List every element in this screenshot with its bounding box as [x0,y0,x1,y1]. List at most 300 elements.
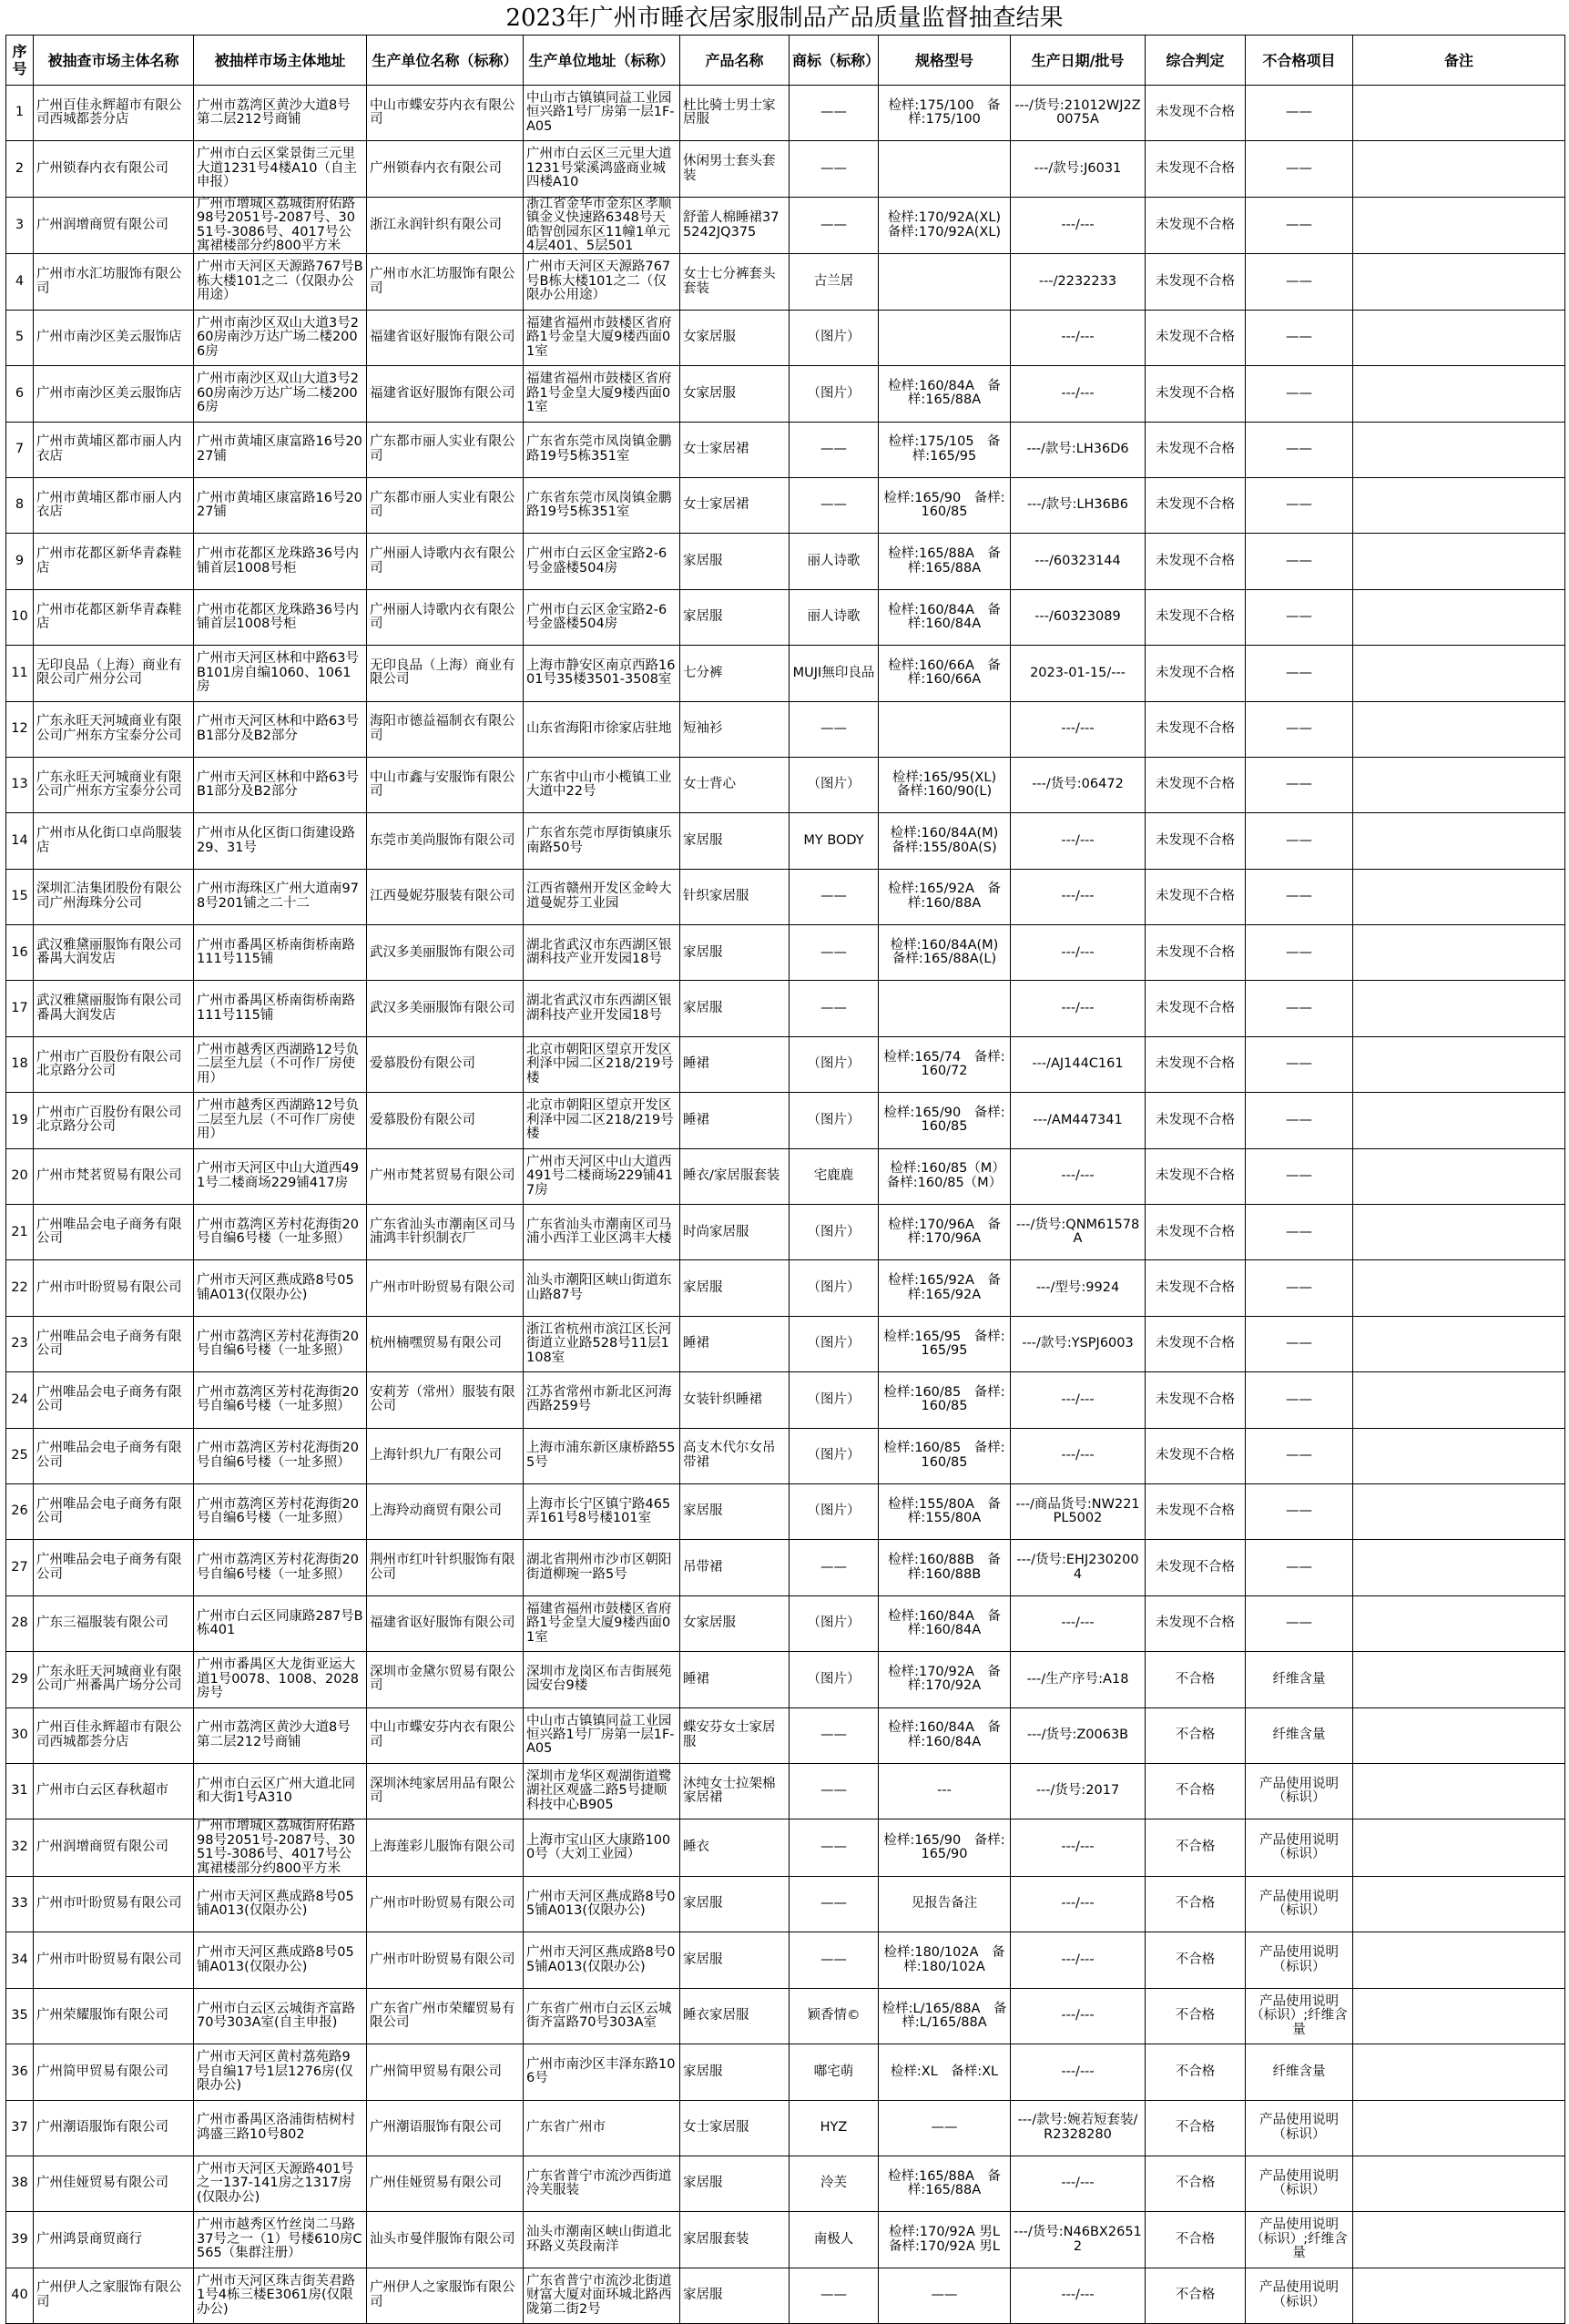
cell-inspected-entity: 广东三福服装有限公司 [34,1595,194,1651]
cell-sampled-address: 广州市白云区棠景街三元里大道1231号4楼A10（自主申报） [194,141,367,197]
cell-remarks [1353,925,1565,981]
cell-remarks [1353,197,1565,254]
cell-manufacturer: 无印良品（上海）商业有限公司 [367,646,524,701]
cell-product-name: 睡裙 [680,1093,790,1148]
table-row [6,2100,1565,2156]
cell-inspected-entity: 广州市广百股份有限公司北京路分公司 [34,1036,194,1092]
cell-manufacturer-address: 广州市白云区金宝路2-6号金盛楼504房 [524,589,680,645]
cell-production-batch: ---/货号:06472 [1011,757,1146,812]
cell-manufacturer-address: 广州市天河区中山大道西491号二楼商场229铺417房 [524,1148,680,1204]
cell-production-batch: ---/货号:EHJ2302004 [1011,1540,1146,1595]
cell-row-number: 7 [6,422,34,477]
cell-product-name: 女士背心 [680,757,790,812]
cell-manufacturer-address: 广州市白云区金宝路2-6号金盛楼504房 [524,534,680,589]
cell-trademark: 颖香情© [790,1988,879,2044]
cell-remarks [1353,869,1565,924]
cell-production-batch: ---/--- [1011,981,1146,1036]
cell-product-name: 家居服 [680,1876,790,1932]
cell-row-number: 19 [6,1093,34,1148]
cell-trademark: （图片） [790,1484,879,1540]
cell-trademark: —— [790,141,879,197]
cell-failed-items: 产品使用说明（标识） [1246,1876,1353,1932]
cell-row-number: 38 [6,2156,34,2211]
cell-remarks [1353,757,1565,812]
cell-inspected-entity: 广州市花都区新华青森鞋店 [34,589,194,645]
cell-manufacturer: 福建省讴好服饰有限公司 [367,366,524,422]
cell-remarks [1353,1652,1565,1707]
cell-failed-items: —— [1246,646,1353,701]
cell-production-batch: ---/--- [1011,1148,1146,1204]
cell-manufacturer-address: 上海市宝山区大康路1000号（大刘工业园） [524,1819,680,1877]
cell-sampled-address: 广州市越秀区西湖路12号负二层至九层（不可作厂房使用） [194,1036,367,1092]
cell-trademark: 丽人诗歌 [790,589,879,645]
cell-failed-items: —— [1246,981,1353,1036]
cell-production-batch: ---/款号:LH36B6 [1011,477,1146,533]
cell-manufacturer: 上海针织九厂有限公司 [367,1428,524,1483]
cell-failed-items: —— [1246,254,1353,310]
cell-manufacturer: 广州市叶盼贸易有限公司 [367,1260,524,1316]
cell-manufacturer-address: 浙江省杭州市滨江区长河街道立业路528号11层1108室 [524,1316,680,1371]
cell-manufacturer: 广州市水汇坊服饰有限公司 [367,254,524,310]
cell-product-name: 女士家居裙 [680,477,790,533]
cell-spec-model: 检样:165/74 备样:160/72 [879,1036,1011,1092]
table-row [6,1932,1565,1988]
cell-manufacturer-address: 中山市古镇镇同益工业园恒兴路1号厂房第一层1F-A05 [524,1707,680,1763]
cell-production-batch: ---/货号:2017 [1011,1763,1146,1819]
table-row [6,1205,1565,1260]
cell-overall-verdict: 未发现不合格 [1146,925,1246,981]
table-row [6,422,1565,477]
cell-production-batch: ---/货号:21012WJ2Z0075A [1011,86,1146,141]
cell-overall-verdict: 未发现不合格 [1146,1372,1246,1428]
cell-inspected-entity: 广州市南沙区美云服饰店 [34,366,194,422]
cell-spec-model: 检样:165/88A 备样:165/88A [879,534,1011,589]
cell-manufacturer: 杭州楠嘿贸易有限公司 [367,1316,524,1371]
header-cell: 生产单位名称（标称） [367,36,524,86]
table-body [6,86,1565,2324]
cell-overall-verdict: 未发现不合格 [1146,1093,1246,1148]
cell-inspected-entity: 广东永旺天河城商业有限公司广州东方宝泰分公司 [34,701,194,757]
cell-remarks [1353,813,1565,869]
cell-trademark: —— [790,869,879,924]
cell-spec-model [879,981,1011,1036]
cell-row-number: 29 [6,1652,34,1707]
cell-row-number: 3 [6,197,34,254]
cell-trademark: （图片） [790,1036,879,1092]
cell-trademark: —— [790,197,879,254]
cell-product-name: 女家居服 [680,1595,790,1651]
cell-overall-verdict: 未发现不合格 [1146,477,1246,533]
cell-remarks [1353,1316,1565,1371]
cell-product-name: 家居服 [680,1484,790,1540]
cell-failed-items: 产品使用说明（标识） [1246,1763,1353,1819]
cell-manufacturer-address: 广东省普宁市流沙西街道泠芙服装 [524,2156,680,2211]
cell-failed-items: 产品使用说明（标识） [1246,2100,1353,2156]
cell-row-number: 18 [6,1036,34,1092]
table-row [6,1540,1565,1595]
cell-remarks [1353,2156,1565,2211]
cell-overall-verdict: 未发现不合格 [1146,1260,1246,1316]
table-row [6,1260,1565,1316]
cell-failed-items: —— [1246,1316,1353,1371]
header-cell: 产品名称 [680,36,790,86]
cell-row-number: 30 [6,1707,34,1763]
cell-production-batch: ---/--- [1011,1988,1146,2044]
cell-row-number: 24 [6,1372,34,1428]
cell-manufacturer: 广东省汕头市潮南区司马浦鸿丰针织制衣厂 [367,1205,524,1260]
cell-row-number: 5 [6,310,34,365]
cell-manufacturer-address: 江西省赣州开发区金岭大道曼妮芬工业园 [524,869,680,924]
cell-row-number: 26 [6,1484,34,1540]
cell-spec-model [879,701,1011,757]
cell-inspected-entity: 广州市叶盼贸易有限公司 [34,1876,194,1932]
cell-product-name: 时尚家居服 [680,1205,790,1260]
cell-sampled-address: 广州市增城区荔城街府佑路98号2051号-2087号、3051号-3086号、4017号公寓裙楼部分约800平方米 [194,1819,367,1877]
cell-failed-items: —— [1246,310,1353,365]
cell-row-number: 9 [6,534,34,589]
cell-inspected-entity: 广州唯品会电子商务有限公司 [34,1205,194,1260]
cell-manufacturer-address: 深圳市龙岗区布吉街展苑园安台9楼 [524,1652,680,1707]
cell-production-batch: ---/款号:YSPJ6003 [1011,1316,1146,1371]
cell-inspected-entity: 广州市花都区新华青森鞋店 [34,534,194,589]
cell-inspected-entity: 广州伊人之家服饰有限公司 [34,2268,194,2323]
cell-product-name: 女士家居裙 [680,422,790,477]
cell-failed-items: 产品使用说明（标识） [1246,2268,1353,2323]
cell-row-number: 31 [6,1763,34,1819]
cell-overall-verdict: 不合格 [1146,1876,1246,1932]
cell-manufacturer-address: 山东省海阳市徐家店驻地 [524,701,680,757]
cell-remarks [1353,534,1565,589]
cell-inspected-entity: 武汉雅黛丽服饰有限公司番禺大润发店 [34,981,194,1036]
cell-remarks [1353,2212,1565,2268]
cell-remarks [1353,1093,1565,1148]
cell-remarks [1353,1205,1565,1260]
cell-product-name: 针织家居服 [680,869,790,924]
cell-sampled-address: 广州市花都区龙珠路36号内铺首层1008号柜 [194,534,367,589]
cell-manufacturer-address: 深圳市龙华区观湖街道鹭湖社区观盛二路5号捷顺科技中心B905 [524,1763,680,1819]
cell-trademark: —— [790,1763,879,1819]
cell-overall-verdict: 未发现不合格 [1146,1428,1246,1483]
cell-production-batch: ---/AM447341 [1011,1093,1146,1148]
cell-remarks [1353,310,1565,365]
cell-sampled-address: 广州市白云区广州大道北同和大街1号A310 [194,1763,367,1819]
cell-sampled-address: 广州市荔湾区黄沙大道8号第二层212号商铺 [194,1707,367,1763]
cell-manufacturer-address: 广州市白云区三元里大道1231号棠溪鸿盛商业城四楼A10 [524,141,680,197]
cell-spec-model: —— [879,2100,1011,2156]
cell-row-number: 10 [6,589,34,645]
cell-remarks [1353,1988,1565,2044]
cell-row-number: 11 [6,646,34,701]
cell-overall-verdict: 未发现不合格 [1146,86,1246,141]
cell-inspected-entity: 广州市叶盼贸易有限公司 [34,1260,194,1316]
cell-row-number: 1 [6,86,34,141]
cell-manufacturer-address: 上海市长宁区镇宁路465弄161号8号楼101室 [524,1484,680,1540]
cell-remarks [1353,2100,1565,2156]
cell-remarks [1353,1932,1565,1988]
cell-manufacturer-address: 广东省广州市 [524,2100,680,2156]
cell-sampled-address: 广州市白云区同康路287号B栋401 [194,1595,367,1651]
cell-remarks [1353,422,1565,477]
cell-trademark: 宅鹿鹿 [790,1148,879,1204]
table-row [6,141,1565,197]
cell-sampled-address: 广州市番禺区大龙街亚运大道1号0078、1008、2028房号 [194,1652,367,1707]
cell-manufacturer: 深圳市金黛尔贸易有限公司 [367,1652,524,1707]
cell-remarks [1353,2044,1565,2100]
cell-failed-items: —— [1246,1148,1353,1204]
cell-overall-verdict: 不合格 [1146,1988,1246,2044]
cell-production-batch: ---/--- [1011,366,1146,422]
cell-manufacturer-address: 湖北省武汉市东西湖区银湖科技产业开发园18号 [524,925,680,981]
table-row [6,813,1565,869]
cell-inspected-entity: 广东永旺天河城商业有限公司广州番禺广场分公司 [34,1652,194,1707]
cell-manufacturer-address: 北京市朝阳区望京开发区利泽中园二区218/219号楼 [524,1093,680,1148]
cell-overall-verdict: 未发现不合格 [1146,646,1246,701]
table-row [6,1819,1565,1877]
cell-manufacturer-address: 汕头市潮阳区峡山街道东山路87号 [524,1260,680,1316]
cell-failed-items: 纤维含量 [1246,1652,1353,1707]
cell-row-number: 13 [6,757,34,812]
table-row [6,869,1565,924]
cell-trademark: （图片） [790,757,879,812]
cell-spec-model: 检样:165/95 备样:165/95 [879,1316,1011,1371]
cell-manufacturer-address: 中山市古镇镇同益工业园恒兴路1号厂房第一层1F-A05 [524,86,680,141]
cell-spec-model: 检样:180/102A 备样:180/102A [879,1932,1011,1988]
cell-spec-model: 检样:160/84A 备样:160/84A [879,589,1011,645]
cell-remarks [1353,1819,1565,1877]
cell-manufacturer: 武汉多美丽服饰有限公司 [367,925,524,981]
cell-overall-verdict: 未发现不合格 [1146,1484,1246,1540]
table-row [6,1763,1565,1819]
cell-trademark: —— [790,86,879,141]
cell-product-name: 睡裙 [680,1036,790,1092]
cell-failed-items: —— [1246,925,1353,981]
cell-sampled-address: 广州市天河区珠吉街芙君路1号4栋三楼E3061房(仅限办公) [194,2268,367,2323]
cell-spec-model: 检样:XL 备样:XL [879,2044,1011,2100]
cell-manufacturer-address: 湖北省荆州市沙市区朝阳街道柳琬一路5号 [524,1540,680,1595]
cell-overall-verdict: 不合格 [1146,2100,1246,2156]
cell-product-name: 短袖衫 [680,701,790,757]
cell-manufacturer: 上海莲彩儿服饰有限公司 [367,1819,524,1877]
cell-sampled-address: 广州市天河区林和中路63号B1部分及B2部分 [194,757,367,812]
cell-manufacturer-address: 广东省广州市白云区云城街齐富路70号303A室 [524,1988,680,2044]
cell-trademark: —— [790,1540,879,1595]
cell-inspected-entity: 广州百佳永辉超市有限公司西城都荟分店 [34,86,194,141]
cell-sampled-address: 广州市天河区林和中路63号B101房自编1060、1061房 [194,646,367,701]
cell-production-batch: ---/款号:婉若短套装/R2328280 [1011,2100,1146,2156]
cell-row-number: 28 [6,1595,34,1651]
cell-inspected-entity: 广州市梵茗贸易有限公司 [34,1148,194,1204]
cell-sampled-address: 广州市天河区中山大道西491号二楼商场229铺417房 [194,1148,367,1204]
cell-manufacturer: 福建省讴好服饰有限公司 [367,310,524,365]
cell-trademark: 泠芙 [790,2156,879,2211]
cell-remarks [1353,1428,1565,1483]
cell-manufacturer: 广州市叶盼贸易有限公司 [367,1932,524,1988]
cell-sampled-address: 广州市黄埔区康富路16号2027铺 [194,477,367,533]
cell-failed-items: —— [1246,1428,1353,1483]
cell-sampled-address: 广州市天河区天源路401号之一137-141房之1317房(仅限办公) [194,2156,367,2211]
cell-overall-verdict: 未发现不合格 [1146,1316,1246,1371]
cell-trademark: —— [790,477,879,533]
cell-product-name: 女装针织睡裙 [680,1372,790,1428]
cell-overall-verdict: 未发现不合格 [1146,141,1246,197]
cell-trademark: —— [790,1932,879,1988]
cell-inspected-entity: 广州锁春内衣有限公司 [34,141,194,197]
table-row [6,477,1565,533]
cell-manufacturer: 广州丽人诗歌内衣有限公司 [367,589,524,645]
cell-production-batch: ---/--- [1011,2156,1146,2211]
cell-spec-model: 检样:160/84A 备样:160/84A [879,1595,1011,1651]
cell-trademark: —— [790,981,879,1036]
page-title: 2023年广州市睡衣居家服制品产品质量监督抽查结果 [505,5,1064,32]
cell-product-name: 吊带裙 [680,1540,790,1595]
table-row [6,534,1565,589]
cell-product-name: 女家居服 [680,310,790,365]
cell-trademark: 南极人 [790,2212,879,2268]
cell-sampled-address: 广州市荔湾区芳村花海街20号自编6号楼（一址多照） [194,1428,367,1483]
cell-manufacturer-address: 广州市天河区燕成路8号05铺A013(仅限办公) [524,1876,680,1932]
cell-spec-model: 检样:155/80A 备样:155/80A [879,1484,1011,1540]
cell-product-name: 高支木代尔女吊带裙 [680,1428,790,1483]
cell-trademark: MUJI無印良品 [790,646,879,701]
cell-product-name: 家居服 [680,534,790,589]
cell-manufacturer-address: 福建省福州市鼓楼区省府路1号金皇大厦9楼西面01室 [524,310,680,365]
header-cell: 综合判定 [1146,36,1246,86]
cell-inspected-entity: 广州市黄埔区都市丽人内衣店 [34,422,194,477]
cell-manufacturer: 广州佳娅贸易有限公司 [367,2156,524,2211]
cell-failed-items: —— [1246,1540,1353,1595]
cell-manufacturer: 广州市叶盼贸易有限公司 [367,1876,524,1932]
cell-remarks [1353,1540,1565,1595]
cell-spec-model: 见报告备注 [879,1876,1011,1932]
cell-failed-items: 产品使用说明（标识） [1246,1819,1353,1877]
cell-inspected-entity: 广州市白云区春秋超市 [34,1763,194,1819]
cell-production-batch: ---/商品货号:NW221PL5002 [1011,1484,1146,1540]
cell-row-number: 32 [6,1819,34,1877]
cell-row-number: 2 [6,141,34,197]
cell-manufacturer-address: 福建省福州市鼓楼区省府路1号金皇大厦9楼西面01室 [524,1595,680,1651]
cell-sampled-address: 广州市从化区街口街建设路29、31号 [194,813,367,869]
cell-manufacturer-address: 广东省东莞市厚街镇康乐南路50号 [524,813,680,869]
cell-inspected-entity: 广州荣耀服饰有限公司 [34,1988,194,2044]
cell-manufacturer: 武汉多美丽服饰有限公司 [367,981,524,1036]
cell-failed-items: —— [1246,1036,1353,1092]
cell-manufacturer-address: 上海市静安区南京西路1601号35楼3501-3508室 [524,646,680,701]
cell-row-number: 6 [6,366,34,422]
cell-production-batch: ---/--- [1011,1428,1146,1483]
cell-inspected-entity: 广州百佳永辉超市有限公司西城都荟分店 [34,1707,194,1763]
cell-sampled-address: 广州市天河区燕成路8号05铺A013(仅限办公) [194,1932,367,1988]
cell-manufacturer: 深圳沐纯家居用品有限公司 [367,1763,524,1819]
cell-failed-items: —— [1246,141,1353,197]
cell-remarks [1353,1763,1565,1819]
cell-manufacturer: 爱慕股份有限公司 [367,1093,524,1148]
cell-inspected-entity: 广州润增商贸有限公司 [34,1819,194,1877]
cell-product-name: 家居服 [680,589,790,645]
cell-manufacturer: 爱慕股份有限公司 [367,1036,524,1092]
cell-overall-verdict: 未发现不合格 [1146,1036,1246,1092]
cell-trademark: —— [790,1707,879,1763]
cell-manufacturer-address: 汕头市潮南区峡山街道北环路义英段南洋 [524,2212,680,2268]
cell-production-batch: ---/--- [1011,869,1146,924]
cell-inspected-entity: 广州唯品会电子商务有限公司 [34,1316,194,1371]
cell-manufacturer: 广东都市丽人实业有限公司 [367,477,524,533]
results-table [5,35,1565,2324]
cell-trademark: （图片） [790,1428,879,1483]
cell-row-number: 34 [6,1932,34,1988]
cell-failed-items: —— [1246,757,1353,812]
cell-row-number: 4 [6,254,34,310]
cell-failed-items: —— [1246,477,1353,533]
cell-product-name: 睡裙 [680,1652,790,1707]
cell-overall-verdict: 未发现不合格 [1146,869,1246,924]
cell-spec-model: 检样:160/85 备样:160/85 [879,1372,1011,1428]
table-row [6,2044,1565,2100]
header-cell: 商标（标称） [790,36,879,86]
header-cell: 被抽样市场主体地址 [194,36,367,86]
table-row [6,757,1565,812]
cell-sampled-address: 广州市番禺区洛浦街桔树村鸿盛三路10号802 [194,2100,367,2156]
cell-inspected-entity: 广州佳娅贸易有限公司 [34,2156,194,2211]
cell-inspected-entity: 广州简甲贸易有限公司 [34,2044,194,2100]
cell-row-number: 37 [6,2100,34,2156]
cell-spec-model [879,310,1011,365]
cell-trademark: （图片） [790,366,879,422]
cell-spec-model: 检样:160/85 备样:160/85 [879,1428,1011,1483]
table-row [6,310,1565,365]
cell-trademark: 嘟宅萌 [790,2044,879,2100]
cell-row-number: 22 [6,1260,34,1316]
cell-overall-verdict: 不合格 [1146,1763,1246,1819]
cell-remarks [1353,366,1565,422]
cell-inspected-entity: 广州市水汇坊服饰有限公司 [34,254,194,310]
cell-failed-items: —— [1246,197,1353,254]
cell-trademark: （图片） [790,310,879,365]
cell-remarks [1353,254,1565,310]
cell-product-name: 睡衣/家居服套装 [680,1148,790,1204]
cell-spec-model: 检样:175/100 备样:175/100 [879,86,1011,141]
cell-spec-model: 检样:160/88B 备样:160/88B [879,1540,1011,1595]
cell-remarks [1353,1372,1565,1428]
table-row [6,1707,1565,1763]
cell-manufacturer: 广东省广州市荣耀贸易有限公司 [367,1988,524,2044]
cell-remarks [1353,1595,1565,1651]
cell-failed-items: —— [1246,701,1353,757]
cell-sampled-address: 广州市天河区燕成路8号05铺A013(仅限办公) [194,1260,367,1316]
cell-spec-model: 检样:160/85（M） 备样:160/85（M） [879,1148,1011,1204]
cell-production-batch: ---/--- [1011,1932,1146,1988]
cell-remarks [1353,1148,1565,1204]
cell-overall-verdict: 不合格 [1146,1652,1246,1707]
cell-trademark: MY BODY [790,813,879,869]
cell-inspected-entity: 广州市从化街口卓尚服装店 [34,813,194,869]
cell-sampled-address: 广州市番禺区桥南街桥南路111号115铺 [194,925,367,981]
cell-inspected-entity: 广州市广百股份有限公司北京路分公司 [34,1093,194,1148]
cell-failed-items: —— [1246,1372,1353,1428]
cell-spec-model: 检样:165/92A 备样:160/88A [879,869,1011,924]
table-row [6,1988,1565,2044]
cell-production-batch: ---/--- [1011,813,1146,869]
cell-product-name: 蝶安芬女士家居服 [680,1707,790,1763]
header-cell: 规格型号 [879,36,1011,86]
cell-product-name: 睡衣 [680,1819,790,1877]
cell-manufacturer-address: 广州市南沙区丰泽东路106号 [524,2044,680,2100]
cell-overall-verdict: 未发现不合格 [1146,310,1246,365]
cell-product-name: 家居服 [680,2156,790,2211]
cell-trademark: （图片） [790,1205,879,1260]
cell-remarks [1353,1484,1565,1540]
cell-inspected-entity: 广州潮语服饰有限公司 [34,2100,194,2156]
cell-inspected-entity: 广州市叶盼贸易有限公司 [34,1932,194,1988]
